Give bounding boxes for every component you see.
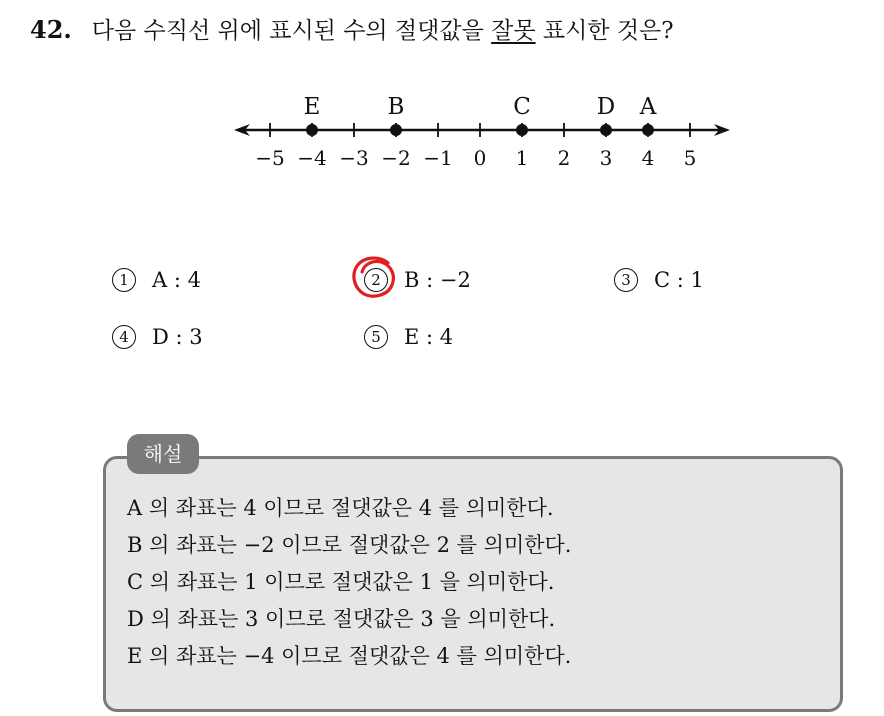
question xyxy=(30,14,674,47)
question-text-after: 표시한 것은? xyxy=(535,18,674,44)
choice-1[interactable] xyxy=(112,266,201,294)
number-line xyxy=(228,88,738,178)
choice-3-text: C : 1 xyxy=(654,268,704,292)
point-label-B: B xyxy=(387,94,405,120)
tick-label: −2 xyxy=(381,146,411,170)
tick-label: 2 xyxy=(557,146,571,170)
solution-line: B 의 좌표는 −2 이므로 절댓값은 2 를 의미한다. xyxy=(127,533,572,557)
choice-1-mark: 1 xyxy=(112,268,136,292)
solution-lines xyxy=(127,490,571,675)
tick-label: 1 xyxy=(515,146,529,170)
tick-label: −1 xyxy=(423,146,453,170)
solution-line: D 의 좌표는 3 이므로 절댓값은 3 을 의미한다. xyxy=(127,607,556,631)
choice-4[interactable] xyxy=(112,323,203,351)
point-B xyxy=(390,124,402,136)
tick-label: 0 xyxy=(473,146,487,170)
solution-line: A 의 좌표는 4 이므로 절댓값은 4 를 의미한다. xyxy=(127,496,554,520)
question-number: 42. xyxy=(30,15,72,44)
choice-2-mark: 2 xyxy=(364,268,388,292)
choice-3[interactable] xyxy=(614,266,704,294)
solution-tab: 해설 xyxy=(127,434,199,474)
point-E xyxy=(306,124,318,136)
point-label-E: E xyxy=(303,94,321,120)
point-A xyxy=(642,124,654,136)
choice-3-mark: 3 xyxy=(614,268,638,292)
choice-5[interactable] xyxy=(364,323,453,351)
choice-5-mark: 5 xyxy=(364,325,388,349)
point-label-A: A xyxy=(639,94,657,120)
point-label-D: D xyxy=(596,94,616,120)
tick-label: −5 xyxy=(255,146,285,170)
solution-line: C 의 좌표는 1 이므로 절댓값은 1 을 의미한다. xyxy=(127,570,555,594)
choice-5-text: E : 4 xyxy=(404,325,454,349)
red-answer-circle-icon xyxy=(350,254,398,300)
choice-1-text: A : 4 xyxy=(152,268,201,292)
point-C xyxy=(516,124,528,136)
solution-line: E 의 좌표는 −4 이므로 절댓값은 4 를 의미한다. xyxy=(127,644,572,668)
tick-label: 4 xyxy=(641,146,655,170)
point-D xyxy=(600,124,612,136)
tick-label: −4 xyxy=(297,146,327,170)
point-label-C: C xyxy=(513,94,531,120)
tick-label: 3 xyxy=(599,146,613,170)
tick-label: 5 xyxy=(683,146,697,170)
choice-4-mark: 4 xyxy=(112,325,136,349)
tick-label: −3 xyxy=(339,146,369,170)
choice-2-text: B : −2 xyxy=(404,268,471,292)
question-text-before: 다음 수직선 위에 표시된 수의 절댓값을 xyxy=(91,18,492,44)
question-text-underlined: 잘못 xyxy=(491,18,536,44)
choice-4-text: D : 3 xyxy=(152,325,203,349)
